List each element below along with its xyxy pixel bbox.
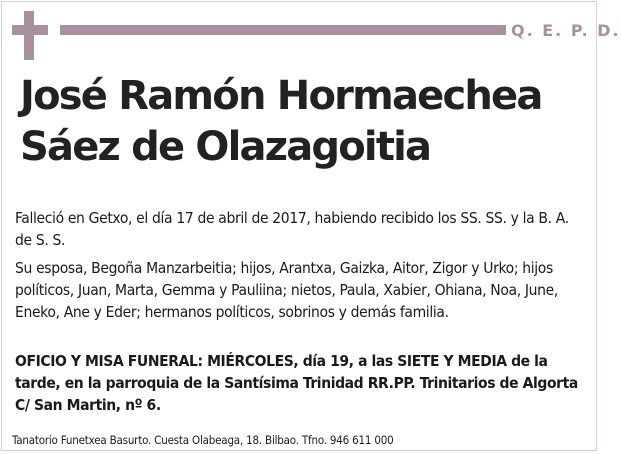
cross-icon-vertical bbox=[24, 11, 34, 60]
death-notice: Falleció en Getxo, el día 17 de abril de 2017, habiendo recibido los SS. SS. y la B. A. de S. S. bbox=[15, 209, 569, 249]
qepd-label: Q. E. P. D. bbox=[511, 21, 621, 40]
funeral-home-footer: Tanatorio Funetxea Basurto. Cuesta Olabeaga, 18. Bilbao. Tfno. 946 611 000 bbox=[12, 433, 394, 447]
cross-icon-horizontal bbox=[12, 25, 48, 35]
funeral-service: OFICIO Y MISA FUNERAL: MIÉRCOLES, día 19, a las SIETE Y MEDIA de la tarde, en la parroquia de la Santísima Trinidad RR.PP. Trinitarios de Algorta C/ San Martin, nº 6. bbox=[15, 352, 578, 414]
header-rule bbox=[60, 25, 506, 35]
deceased-name: José Ramón Hormaechea Sáez de Olazagoitia bbox=[20, 73, 542, 170]
family-list: Su esposa, Begoña Manzarbeitia; hijos, Arantxa, Gaizka, Aitor, Zigor y Urko; hijos políticos, Juan, Marta, Gemma y Pauliina; nietos, Paula, Xabier, Ohiana, Noa, June, Eneko, Ane y Eder; hermanos políticos, sobrinos y demás familia. bbox=[15, 259, 558, 321]
